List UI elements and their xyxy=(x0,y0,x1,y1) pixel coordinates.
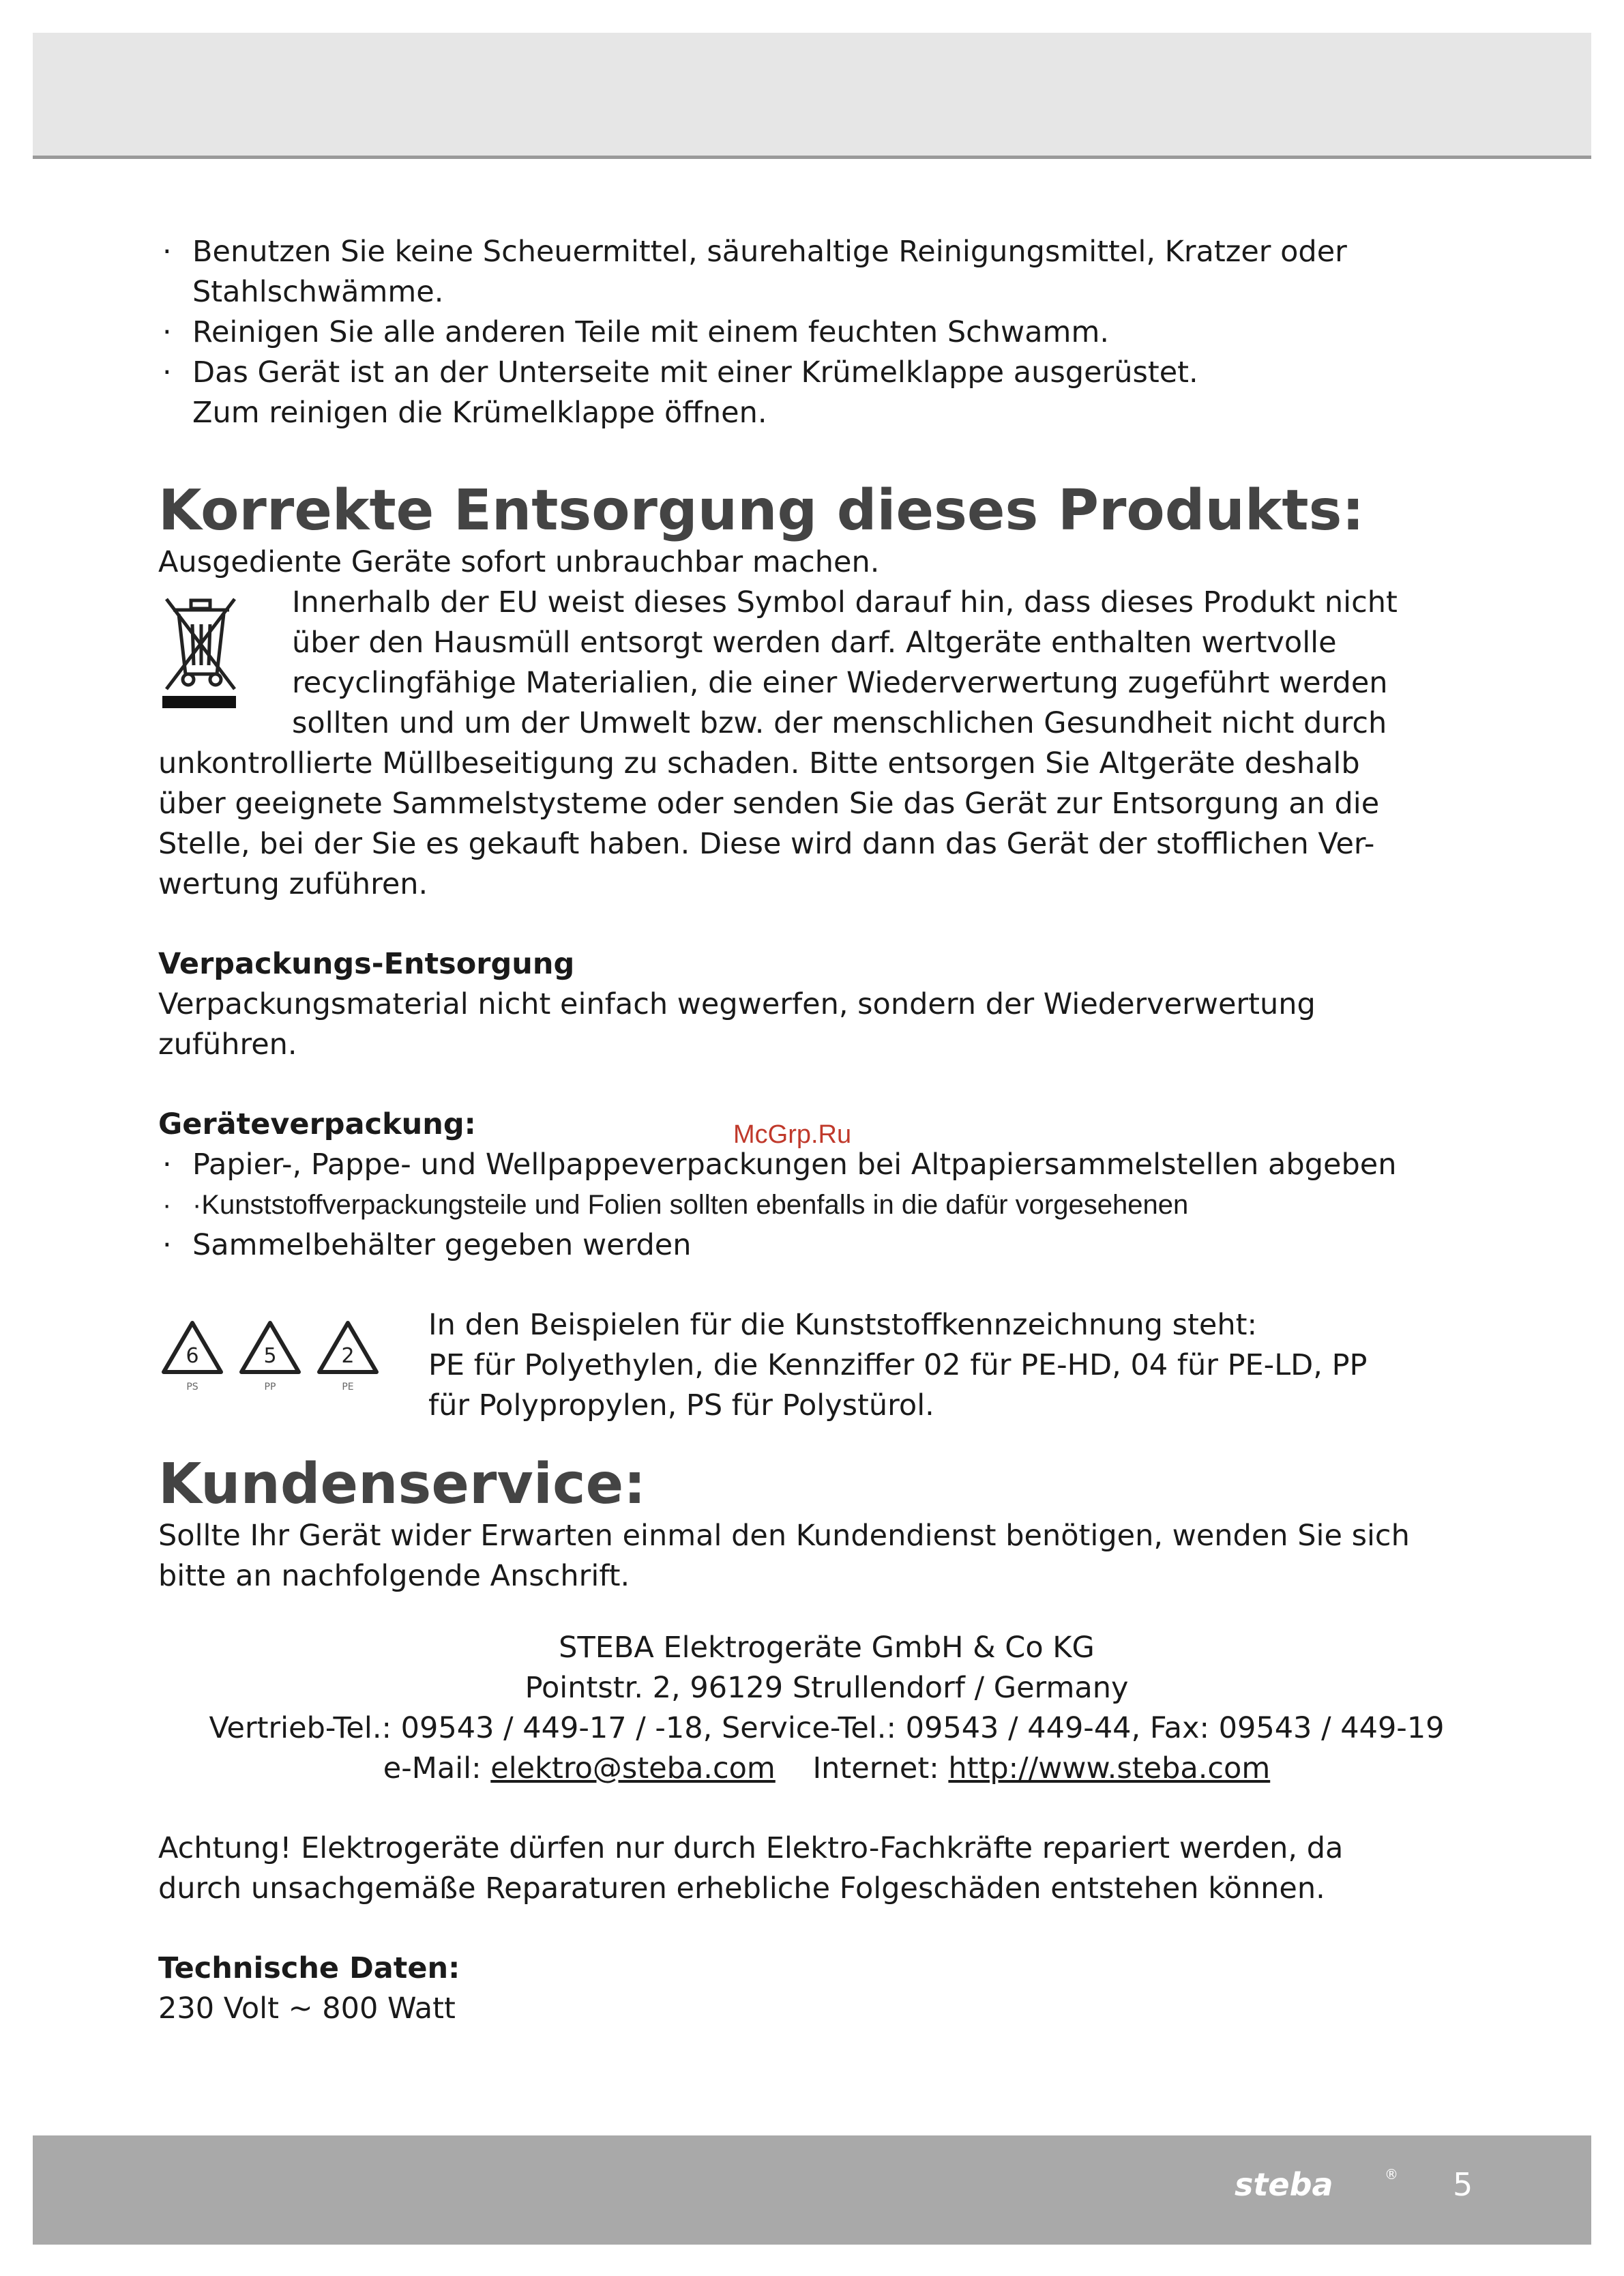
company-name: STEBA Elektrogeräte GmbH & Co KG xyxy=(559,1631,1095,1665)
warning-line: Achtung! Elektrogeräte dürfen nur durch Elektro-Fachkräfte repariert werden, da xyxy=(158,1831,1344,1865)
recycle-label: PE xyxy=(342,1382,354,1392)
text-line: Sollte Ihr Gerät wider Erwarten einmal den Kundendienst benötigen, wenden Sie sich xyxy=(158,1519,1410,1553)
list-item-continuation: Zum reinigen die Krümelklappe öffnen. xyxy=(192,396,767,430)
cleaning-list xyxy=(158,232,1495,433)
text-line: Innerhalb der EU weist dieses Symbol darauf hin, dass dieses Produkt nicht xyxy=(292,585,1398,619)
tech-value: 230 Volt ~ 800 Watt xyxy=(158,1992,456,2026)
tech-heading: Technische Daten: xyxy=(158,1951,460,1985)
warning-line: durch unsachgemäße Reparaturen erhebliche Folgeschäden entstehen können. xyxy=(158,1871,1325,1906)
company-phones: Vertrieb-Tel.: 09543 / 449-17 / -18, Service-Tel.: 09543 / 449-44, Fax: 09543 / 449-19 xyxy=(209,1711,1445,1745)
list-item-continuation: Stahlschwämme. xyxy=(192,275,444,309)
list-item: · Benutzen Sie keine Scheuermittel, säurehaltige Reinigungsmittel, Kratzer oder xyxy=(158,232,1495,272)
text-line: unkontrollierte Müllbeseitigung zu schaden. Bitte entsorgen Sie Altgeräte deshalb xyxy=(158,746,1360,780)
text-line: über den Hausmüll entsorgt werden darf. Altgeräte enthalten wertvolle xyxy=(292,626,1337,660)
registered-mark-icon: ® xyxy=(1385,2166,1398,2183)
plastics-block xyxy=(158,1305,1495,1426)
text-line: Stelle, bei der Sie es gekauft haben. Diese wird dann das Gerät der stofflichen Ver- xyxy=(158,827,1375,861)
page-number: 5 xyxy=(1453,2166,1473,2203)
recycle-number: 6 xyxy=(186,1344,199,1368)
address-block xyxy=(158,1628,1495,1789)
text-line: für Polypropylen, PS für Polystürol. xyxy=(428,1388,934,1422)
service-heading: Kundenservice: xyxy=(158,1452,646,1517)
recycle-symbol xyxy=(158,1319,226,1394)
text-line: zuführen. xyxy=(158,1027,297,1062)
weee-description xyxy=(292,583,1495,744)
recycle-triangle-icon xyxy=(158,1319,226,1377)
weee-block xyxy=(158,583,1495,744)
packaging-heading: Verpackungs-Entsorgung xyxy=(158,947,575,981)
text-line: über geeignete Sammelstysteme oder senden Sie das Gerät zur Entsorgung an die xyxy=(158,787,1380,821)
recycle-number: 5 xyxy=(263,1344,277,1368)
text-line: In den Beispielen für die Kunststoffkennzeichnung steht: xyxy=(428,1308,1257,1342)
recycle-symbol xyxy=(314,1319,382,1394)
list-item: · Papier-, Pappe- und Wellpappeverpackungen bei Altpapiersammelstellen abgeben xyxy=(158,1145,1495,1185)
contact-line xyxy=(158,1749,1495,1789)
list-item: · Das Gerät ist an der Unterseite mit einer Krümelklappe ausgerüstet. xyxy=(158,353,1495,393)
email-label: e-Mail: xyxy=(383,1751,482,1785)
page-content xyxy=(158,232,1495,2029)
text-line: bitte an nachfolgende Anschrift. xyxy=(158,1559,630,1593)
text-line: sollten und um der Umwelt bzw. der menschlichen Gesundheit nicht durch xyxy=(292,706,1387,740)
recycle-label: PS xyxy=(186,1382,198,1392)
device-packaging-heading: Geräteverpackung: xyxy=(158,1107,476,1141)
recycle-symbol xyxy=(236,1319,304,1394)
disposal-intro: Ausgediente Geräte sofort unbrauchbar machen. xyxy=(158,545,880,579)
weee-bin-icon xyxy=(158,587,240,710)
recycle-number: 2 xyxy=(341,1344,355,1368)
company-address: Pointstr. 2, 96129 Strullendorf / Germany xyxy=(525,1671,1129,1705)
recycle-triangle-icon xyxy=(236,1319,304,1377)
internet-label: Internet: xyxy=(812,1751,939,1785)
watermark: McGrp.Ru xyxy=(733,1120,852,1149)
plastics-description xyxy=(428,1305,1367,1426)
text-line: PE für Polyethylen, die Kennziffer 02 für PE-HD, 04 für PE-LD, PP xyxy=(428,1348,1368,1382)
text-line: Verpackungsmaterial nicht einfach wegwerfen, sondern der Wiederverwertung xyxy=(158,987,1316,1021)
list-item: · Reinigen Sie alle anderen Teile mit einem feuchten Schwamm. xyxy=(158,312,1495,353)
recycle-symbols xyxy=(158,1305,428,1394)
recycle-triangle-icon xyxy=(314,1319,382,1377)
disposal-heading: Korrekte Entsorgung dieses Produkts: xyxy=(158,478,1365,543)
list-item: · Sammelbehälter gegeben werden xyxy=(158,1225,1495,1266)
text-line: recyclingfähige Materialien, die einer Wiederverwertung zugeführt werden xyxy=(292,666,1388,700)
email-link[interactable]: elektro@steba.com xyxy=(490,1751,776,1785)
text-line: wertung zuführen. xyxy=(158,867,428,901)
header-band xyxy=(33,33,1591,159)
steba-logo: steba xyxy=(1235,2166,1333,2203)
website-link[interactable]: http://www.steba.com xyxy=(948,1751,1271,1785)
list-item: · ·Kunststoffverpackungsteile und Folien sollten ebenfalls in die dafür vorgesehenen xyxy=(158,1185,1495,1225)
recycle-label: PP xyxy=(264,1382,276,1392)
